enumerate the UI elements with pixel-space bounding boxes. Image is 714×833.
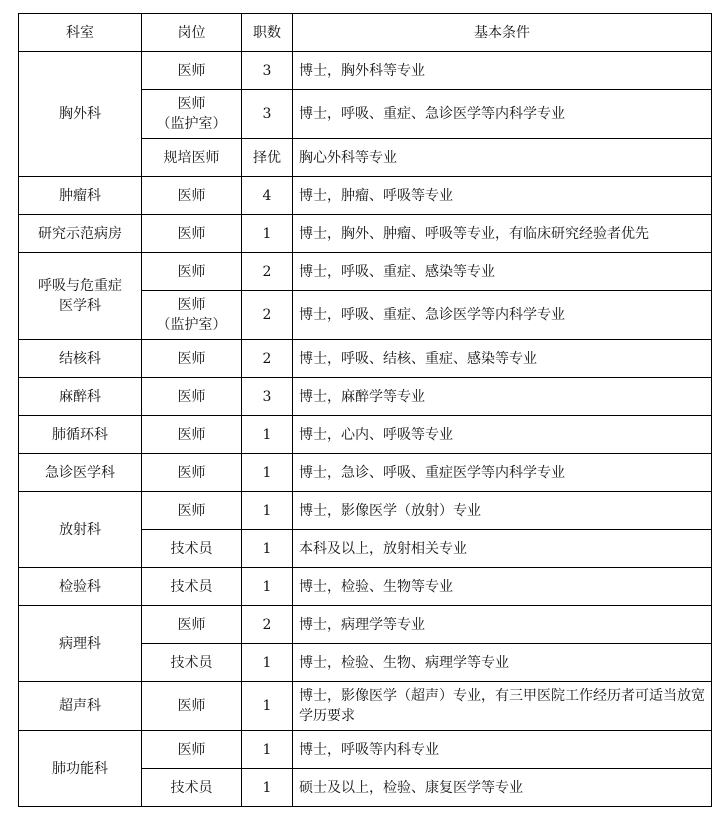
- dept-line-1: 呼吸与危重症: [38, 278, 122, 294]
- requirement-cell: 博士，呼吸等内科专业: [293, 731, 712, 769]
- count-cell: 2: [242, 253, 293, 291]
- count-cell: 3: [242, 90, 293, 139]
- post-cell: 医师: [142, 416, 242, 454]
- table-row: [19, 454, 712, 492]
- count-cell: 1: [242, 416, 293, 454]
- count-cell: 2: [242, 291, 293, 340]
- table-row: [19, 568, 712, 606]
- post-cell: 医师: [142, 52, 242, 90]
- count-cell: 2: [242, 340, 293, 378]
- dept-cell: 超声科: [19, 682, 142, 731]
- post-cell: 技术员: [142, 530, 242, 568]
- table-row: [19, 682, 712, 731]
- recruitment-table-container: [18, 13, 712, 807]
- requirement-cell: 博士，胸外、肿瘤、呼吸等专业，有临床研究经验者优先: [293, 215, 712, 253]
- table-row: [19, 340, 712, 378]
- post-cell: [142, 90, 242, 139]
- table-row: [19, 177, 712, 215]
- header-count: 职数: [242, 14, 293, 52]
- post-cell: 技术员: [142, 644, 242, 682]
- table-row: [19, 606, 712, 644]
- dept-cell: 研究示范病房: [19, 215, 142, 253]
- post-cell: 医师: [142, 177, 242, 215]
- post-cell: 医师: [142, 454, 242, 492]
- table-row: [19, 52, 712, 90]
- requirement-cell: 博士，影像医学（放射）专业: [293, 492, 712, 530]
- requirement-cell: 博士，病理学等专业: [293, 606, 712, 644]
- post-line-2: （监护室）: [156, 116, 227, 132]
- requirement-cell: 博士，检验、生物等专业: [293, 568, 712, 606]
- requirement-cell: 博士，呼吸、重症、感染等专业: [293, 253, 712, 291]
- count-cell: 1: [242, 644, 293, 682]
- dept-cell: 病理科: [19, 606, 142, 682]
- post-cell: 医师: [142, 378, 242, 416]
- table-row: [19, 492, 712, 530]
- requirement-cell: 博士，呼吸、重症、急诊医学等内科学专业: [293, 291, 712, 340]
- post-line-1: 医师: [177, 96, 206, 112]
- count-cell: 1: [242, 682, 293, 731]
- header-requirements: 基本条件: [293, 14, 712, 52]
- dept-cell: 胸外科: [19, 52, 142, 177]
- requirement-cell: 博士，胸外科等专业: [293, 52, 712, 90]
- requirement-cell: 博士，麻醉学等专业: [293, 378, 712, 416]
- dept-cell: 肺功能科: [19, 731, 142, 807]
- post-cell: 医师: [142, 492, 242, 530]
- count-cell: 3: [242, 52, 293, 90]
- table-row: [19, 253, 712, 291]
- table-row: [19, 378, 712, 416]
- requirement-cell: 硕士及以上，检验、康复医学等专业: [293, 769, 712, 807]
- post-cell: 医师: [142, 731, 242, 769]
- count-cell: 1: [242, 530, 293, 568]
- count-cell: 1: [242, 769, 293, 807]
- count-cell: 1: [242, 215, 293, 253]
- requirement-cell: 博士，呼吸、重症、急诊医学等内科学专业: [293, 90, 712, 139]
- requirement-cell: 博士，呼吸、结核、重症、感染等专业: [293, 340, 712, 378]
- dept-cell: 检验科: [19, 568, 142, 606]
- count-cell: 2: [242, 606, 293, 644]
- post-line-1: 医师: [177, 297, 206, 313]
- post-cell: 医师: [142, 215, 242, 253]
- post-line-2: （监护室）: [156, 317, 227, 333]
- table-row: [19, 215, 712, 253]
- dept-cell: 肿瘤科: [19, 177, 142, 215]
- post-cell: 规培医师: [142, 139, 242, 177]
- dept-cell: 急诊医学科: [19, 454, 142, 492]
- dept-cell: 肺循环科: [19, 416, 142, 454]
- requirement-cell: 博士，心内、呼吸等专业: [293, 416, 712, 454]
- post-cell: 医师: [142, 340, 242, 378]
- dept-cell: 麻醉科: [19, 378, 142, 416]
- dept-cell: 结核科: [19, 340, 142, 378]
- requirement-cell: 本科及以上，放射相关专业: [293, 530, 712, 568]
- dept-cell: 放射科: [19, 492, 142, 568]
- post-cell: 技术员: [142, 568, 242, 606]
- post-cell: 医师: [142, 606, 242, 644]
- count-cell: 4: [242, 177, 293, 215]
- recruitment-table: [18, 13, 712, 807]
- post-cell: 医师: [142, 253, 242, 291]
- count-cell: 1: [242, 731, 293, 769]
- header-post: 岗位: [142, 14, 242, 52]
- dept-line-2: 医学科: [59, 298, 101, 314]
- requirement-cell: 胸心外科等专业: [293, 139, 712, 177]
- post-cell: 技术员: [142, 769, 242, 807]
- count-cell: 1: [242, 454, 293, 492]
- requirement-cell: 博士，检验、生物、病理学等专业: [293, 644, 712, 682]
- requirement-cell: 博士，影像医学（超声）专业，有三甲医院工作经历者可适当放宽学历要求: [293, 682, 712, 731]
- post-cell: [142, 291, 242, 340]
- count-cell: 3: [242, 378, 293, 416]
- table-row: [19, 416, 712, 454]
- table-header-row: [19, 14, 712, 52]
- dept-cell: [19, 253, 142, 340]
- count-cell: 1: [242, 492, 293, 530]
- requirement-cell: 博士，肿瘤、呼吸等专业: [293, 177, 712, 215]
- requirement-cell: 博士，急诊、呼吸、重症医学等内科学专业: [293, 454, 712, 492]
- count-cell: 1: [242, 568, 293, 606]
- table-row: [19, 731, 712, 769]
- post-cell: 医师: [142, 682, 242, 731]
- header-dept: 科室: [19, 14, 142, 52]
- count-cell: 择优: [242, 139, 293, 177]
